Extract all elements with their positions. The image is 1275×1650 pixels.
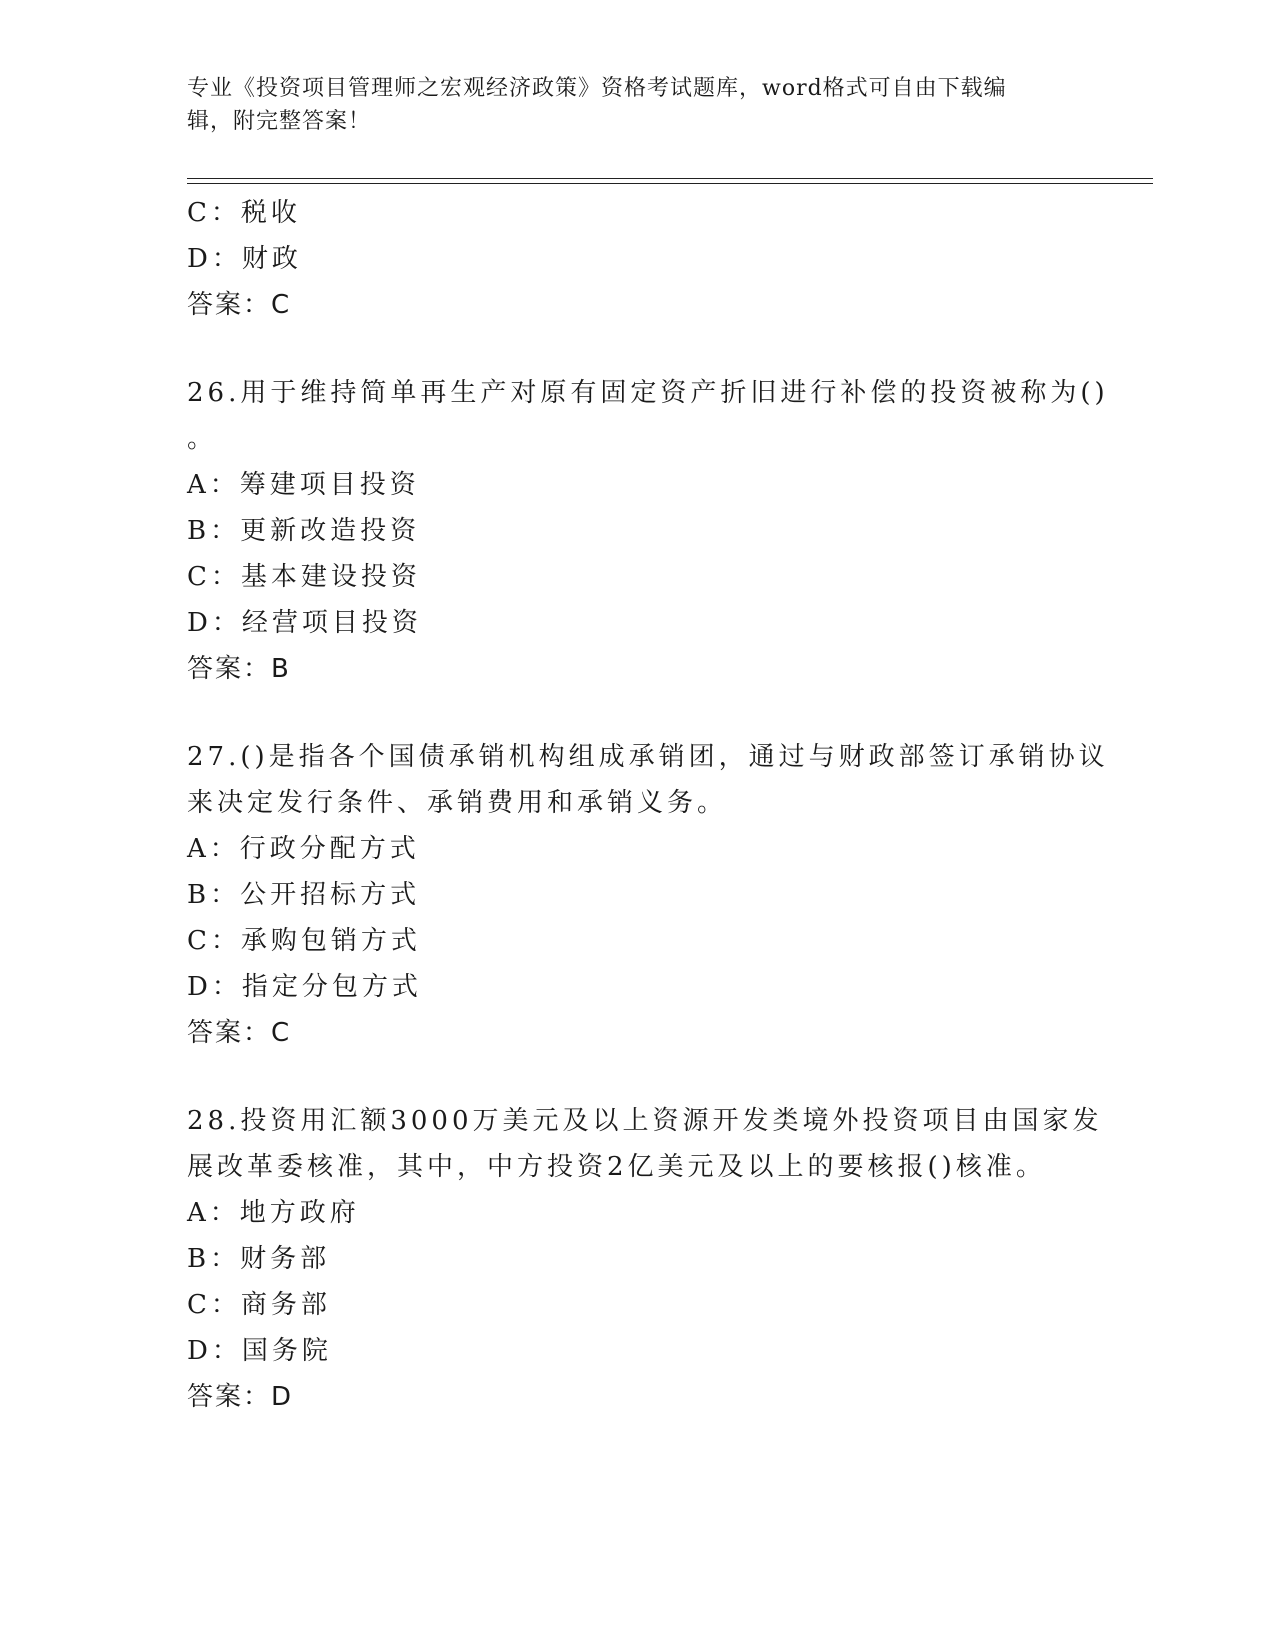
question-text-line-2: 来决定发行条件、承销费用和承销义务。 xyxy=(187,788,728,818)
option-c: C：商务部 xyxy=(187,1290,331,1320)
option-c: C：税收 xyxy=(187,198,301,228)
option-d: D：财政 xyxy=(187,244,302,274)
question-text-line-2: 展改革委核准，其中，中方投资2亿美元及以上的要核报()核准。 xyxy=(187,1152,1046,1182)
option-a: A：筹建项目投资 xyxy=(187,470,420,500)
question-26-block xyxy=(187,370,1109,692)
header-divider-top xyxy=(187,178,1153,179)
answer-line: 答案：C xyxy=(187,1018,292,1048)
option-d: D：指定分包方式 xyxy=(187,972,422,1002)
header-title-line-1: 专业《投资项目管理师之宏观经济政策》资格考试题库，word格式可自由下载编 xyxy=(187,76,1007,101)
option-a: A：行政分配方式 xyxy=(187,834,420,864)
option-d: D：国务院 xyxy=(187,1336,332,1366)
question-text-line-1: 26.用于维持简单再生产对原有固定资产折旧进行补偿的投资被称为() xyxy=(187,378,1109,408)
header-title-line-2: 辑，附完整答案！ xyxy=(187,109,372,134)
option-c: C：基本建设投资 xyxy=(187,562,421,592)
answer-line: 答案：B xyxy=(187,654,291,684)
question-text-line-1: 27.()是指各个国债承销机构组成承销团，通过与财政部签订承销协议 xyxy=(187,742,1109,772)
answer-line: 答案：C xyxy=(187,290,292,320)
question-28-block xyxy=(187,1098,1103,1420)
question-list xyxy=(187,190,1109,1420)
header-divider-bottom xyxy=(187,183,1153,184)
option-b: B：财务部 xyxy=(187,1244,331,1274)
question-text-line-1: 28.投资用汇额3000万美元及以上资源开发类境外投资项目由国家发 xyxy=(187,1106,1103,1136)
option-b: B：更新改造投资 xyxy=(187,516,421,546)
prev-question-block xyxy=(187,190,1087,328)
option-a: A：地方政府 xyxy=(187,1198,360,1228)
question-text-line-2: 。 xyxy=(187,424,218,454)
question-27-block xyxy=(187,734,1109,1056)
option-d: D：经营项目投资 xyxy=(187,608,422,638)
option-c: C：承购包销方式 xyxy=(187,926,421,956)
document-header xyxy=(187,72,1067,138)
option-b: B：公开招标方式 xyxy=(187,880,421,910)
answer-line: 答案：D xyxy=(187,1382,294,1412)
